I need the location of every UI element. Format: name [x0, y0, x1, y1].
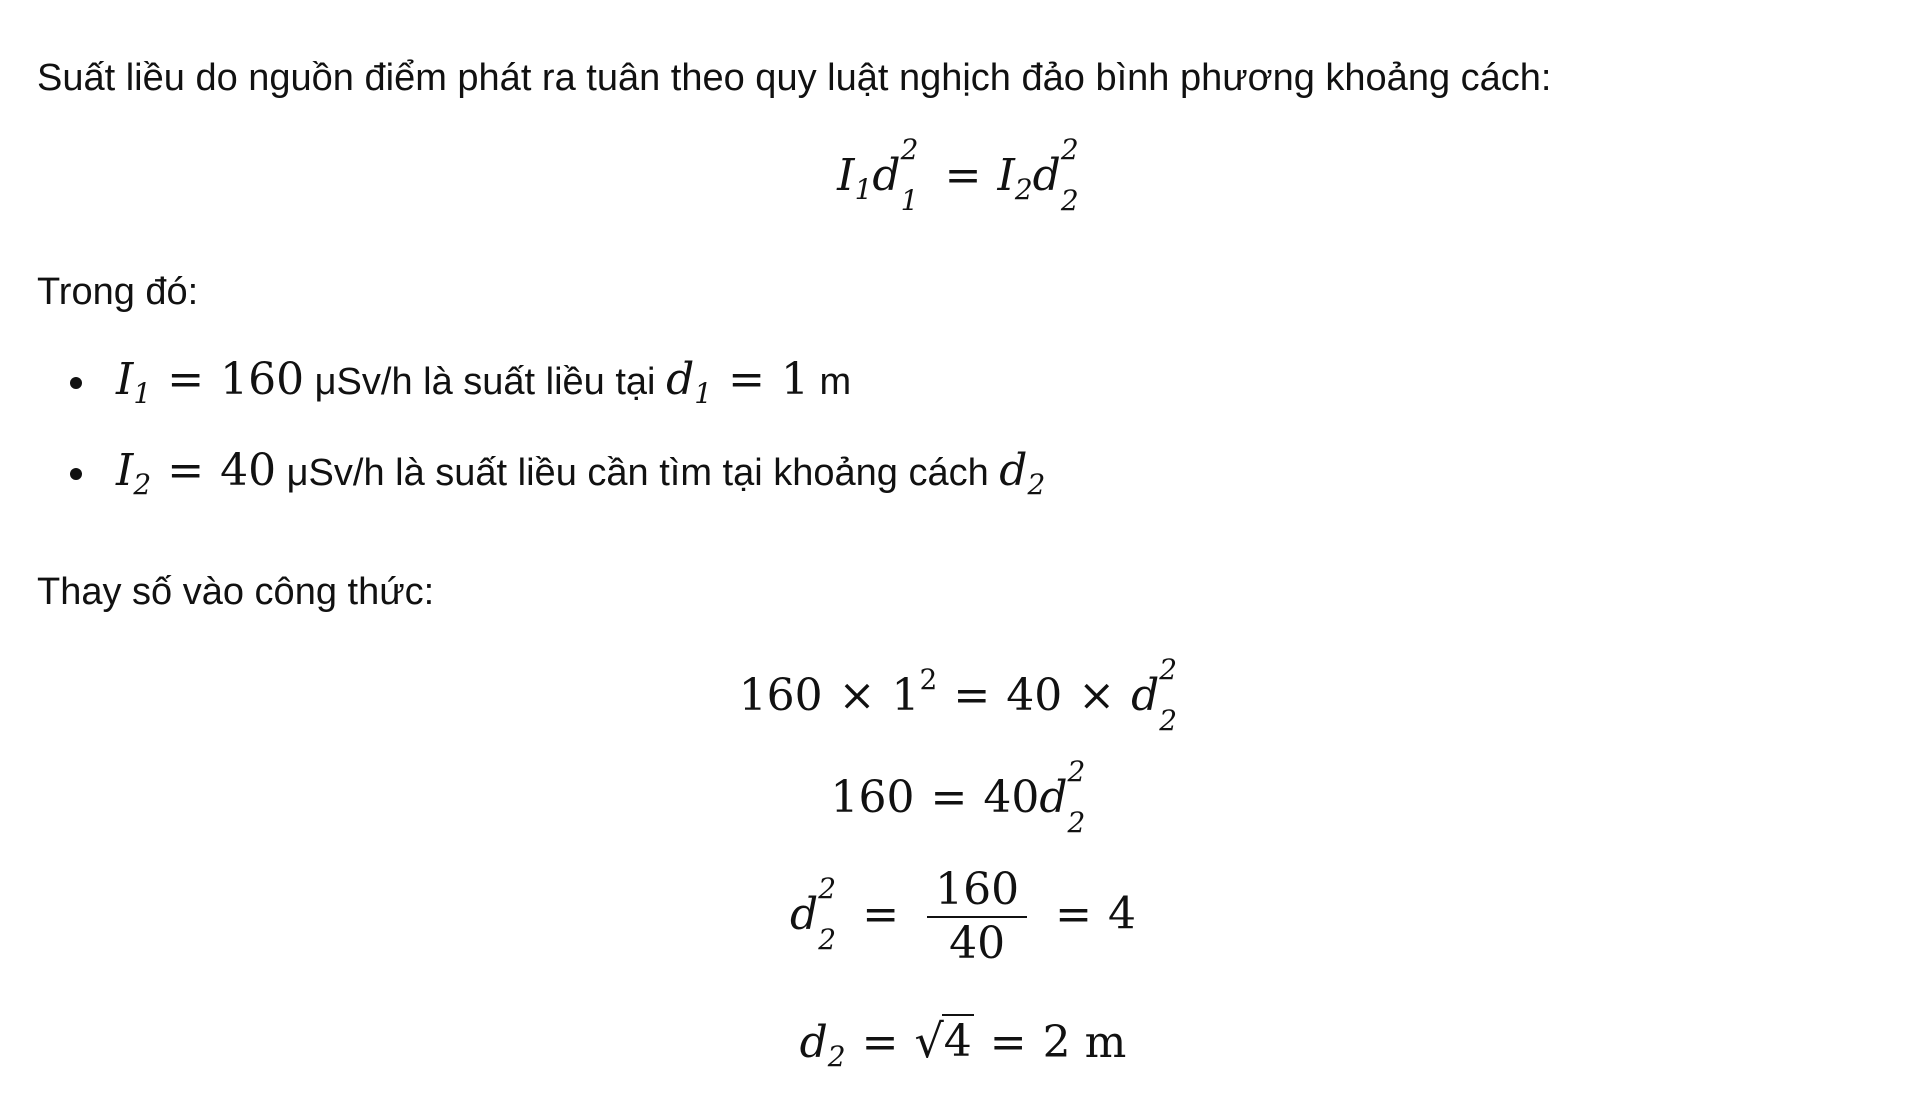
square-root: √ 4 [914, 1014, 972, 1068]
step1-equation: $160 \times 1^2 = 40 \times d$ 2 2 [738, 653, 1178, 737]
substitute-label: Thay số vào công thức: [37, 571, 435, 613]
inverse-square-formula [0, 133, 1926, 217]
step2-equation: 160 = 40d 2 2 [830, 755, 1086, 839]
bullet-dot-1 [70, 377, 82, 389]
bullet1-unit: μSv/h [314, 361, 413, 403]
bullet2-loc-var: $d_2$ [999, 445, 1046, 501]
formula-d2-squared: d 2 2 [1032, 133, 1079, 217]
bullet1-loc-var: $d_1$ [666, 354, 713, 410]
formula-d1-squared: d 2 1 [872, 133, 919, 217]
bullet1-var: $I_1$ [116, 354, 152, 410]
intro-paragraph: Suất liều do nguồn điểm phát ra tuân theo quy luật nghịch đảo bình phương khoảng cách: [37, 57, 1552, 99]
formula-I1: $I_1$ [837, 150, 873, 206]
bullet2-var: $I_2$ [116, 445, 152, 501]
formula-I2: $I_2$ [997, 150, 1033, 206]
formula-equals: = [944, 150, 982, 201]
bullet1-loc-unit: m [819, 361, 852, 403]
step4-equation: $d_2$ = √ 4 = 2 m [799, 1014, 1127, 1073]
bullet-dot-2 [70, 468, 82, 480]
bullet1-text: là suất liều tại [423, 361, 656, 403]
fraction-160-over-40: $\frac{160}{40}$ [927, 864, 1027, 970]
bullet1-loc-value: 1 [780, 354, 809, 405]
bullet-item-1: $I_1 = 160$ μSv/h là suất liều tại $d_1 = 1$ m [116, 354, 852, 410]
bullet2-text: là suất liều cần tìm tại khoảng cách [395, 452, 989, 494]
bullet2-value: 40 [220, 445, 277, 496]
bullet2-unit: μSv/h [286, 452, 385, 494]
bullet-item-2: $I_2 = 40$ μSv/h là suất liều cần tìm tại khoảng cách $d_2$ [116, 445, 1046, 501]
bullet1-value: 160 [220, 354, 305, 405]
where-label: Trong đó: [37, 271, 199, 313]
step3-equation: d 2 2 = $\frac{160}{40}$ = 4 [790, 864, 1136, 969]
